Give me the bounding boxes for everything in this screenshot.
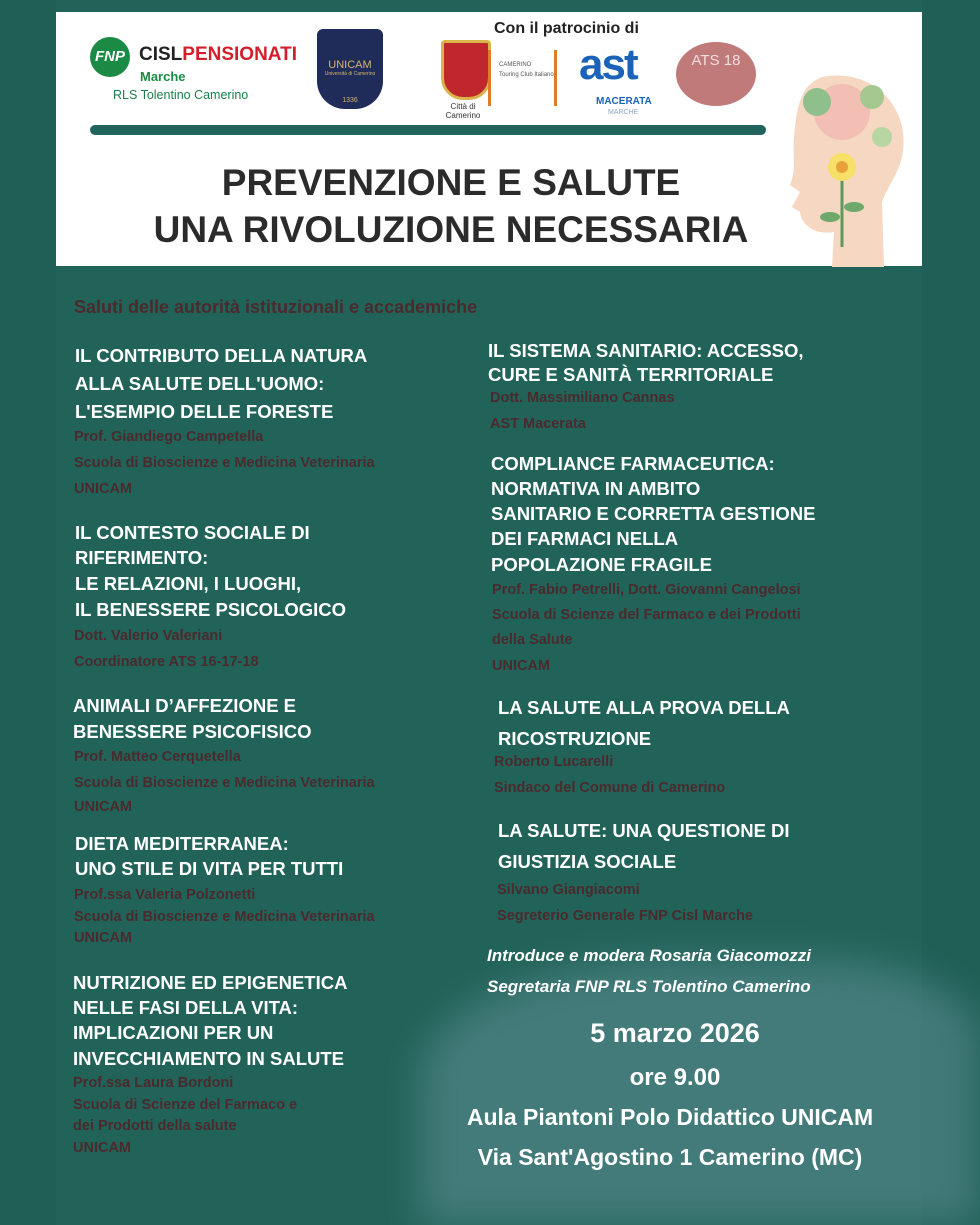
touring-logo: CAMERINO Touring Club Italiano <box>499 62 554 78</box>
head-flower-illustration-icon <box>762 67 912 267</box>
title-line-2: UNA RIVOLUZIONE NECESSARIA <box>153 209 749 250</box>
session-5-dept-2: dei Prodotti della salute <box>73 1118 237 1134</box>
title-line-1: PREVENZIONE E SALUTE <box>221 162 681 203</box>
session-3-title-1: ANIMALI D’AFFEZIONE E <box>73 695 297 716</box>
moderator-line-1: Introduce e modera Rosaria Giacomozzi <box>487 946 812 965</box>
citta-label: Città di Camerino <box>445 102 481 120</box>
header-banner <box>56 12 922 266</box>
marche-label: Marche <box>140 69 186 84</box>
session-9-role: Segreterio Generale FNP Cisl Marche <box>497 908 754 924</box>
session-7-title-4: DEI FARMACI NELLA <box>491 528 679 549</box>
patronage-label: Con il patrocinio di <box>494 20 639 37</box>
event-date: 5 marzo 2026 <box>590 1018 760 1048</box>
session-2-title-1: IL CONTESTO SOCIALE DI <box>75 522 310 543</box>
session-1-speaker: Prof. Giandiego Campetella <box>74 429 264 445</box>
session-3-speaker: Prof. Matteo Cerquetella <box>74 749 241 765</box>
session-3-dept: Scuola di Bioscienze e Medicina Veterinaria <box>74 775 375 791</box>
ast-region-label: MARCHE <box>608 109 639 116</box>
session-6-title-2: CURE E SANITÀ TERRITORIALE <box>488 364 774 385</box>
session-4-title-1: DIETA MEDITERRANEA: <box>75 833 289 854</box>
session-7-title-2: NORMATIVA IN AMBITO <box>491 478 701 499</box>
session-6-speaker: Dott. Massimiliano Cannas <box>490 390 675 406</box>
event-time: ore 9.00 <box>629 1064 721 1091</box>
session-2-role: Coordinatore ATS 16-17-18 <box>74 654 259 670</box>
event-address: Via Sant'Agostino 1 Camerino (MC) <box>477 1144 863 1170</box>
session-1-title-1: IL CONTRIBUTO DELLA NATURA <box>75 345 368 366</box>
session-3-title-2: BENESSERE PSICOFISICO <box>73 721 312 742</box>
session-5-title-3: IMPLICAZIONI PER UN <box>73 1022 274 1043</box>
moderator-line-2: Segretaria FNP RLS Tolentino Camerino <box>487 977 811 996</box>
cisl-logo-text: CISLPENSIONATI <box>139 44 297 65</box>
session-8-role: Sindaco del Comune di Camerino <box>494 780 726 796</box>
ast-sub-label: MACERATA <box>596 96 652 107</box>
session-7-org: UNICAM <box>492 658 550 674</box>
session-3-org: UNICAM <box>74 799 132 815</box>
session-8-title-2: RICOSTRUZIONE <box>498 728 652 749</box>
greetings-line: Saluti delle autorità istituzionali e accademiche <box>74 297 478 317</box>
session-2-title-4: IL BENESSERE PSICOLOGICO <box>75 599 347 620</box>
session-7-dept-1: Scuola di Scienze del Farmaco e dei Prodotti <box>492 607 801 623</box>
unicam-logo: UNICAM Università di Camerino 1336 <box>317 29 383 109</box>
session-6-org: AST Macerata <box>490 416 586 432</box>
session-5-title-1: NUTRIZIONE ED EPIGENETICA <box>73 972 348 993</box>
ast-logo: ast <box>579 40 637 89</box>
session-6-title-1: IL SISTEMA SANITARIO: ACCESSO, <box>488 340 804 361</box>
session-2-title-3: LE RELAZIONI, I LUOGHI, <box>75 573 302 594</box>
event-venue: Aula Piantoni Polo Didattico UNICAM <box>466 1104 874 1130</box>
logo-divider <box>554 50 557 106</box>
session-5-dept-1: Scuola di Scienze del Farmaco e <box>73 1097 298 1113</box>
fnp-logo-icon: FNP <box>90 37 130 77</box>
session-1-dept: Scuola di Bioscienze e Medicina Veterinaria <box>74 455 375 471</box>
session-5-title-4: INVECCHIAMENTO IN SALUTE <box>73 1048 345 1069</box>
session-9-title-2: GIUSTIZIA SOCIALE <box>498 851 677 872</box>
session-2-title-2: RIFERIMENTO: <box>75 547 209 568</box>
session-5-title-2: NELLE FASI DELLA VITA: <box>73 997 299 1018</box>
session-8-speaker: Roberto Lucarelli <box>494 754 614 770</box>
session-7-title-3: SANITARIO E CORRETTA GESTIONE <box>491 503 816 524</box>
session-1-org: UNICAM <box>74 481 132 497</box>
session-2-speaker: Dott. Valerio Valeriani <box>74 628 223 644</box>
session-1-title-3: L'ESEMPIO DELLE FORESTE <box>75 401 334 422</box>
left-border <box>0 0 56 1225</box>
session-9-speaker: Silvano Giangiacomi <box>497 882 640 898</box>
logo-divider <box>488 50 491 106</box>
session-9-title-1: LA SALUTE: UNA QUESTIONE DI <box>498 820 790 841</box>
session-5-speaker: Prof.ssa Laura Bordoni <box>73 1075 234 1091</box>
session-1-title-2: ALLA SALUTE DELL'UOMO: <box>75 373 325 394</box>
session-7-speakers: Prof. Fabio Petrelli, Dott. Giovanni Cangelosi <box>492 582 801 598</box>
session-7-title-1: COMPLIANCE FARMACEUTICA: <box>491 453 775 474</box>
session-4-speaker: Prof.ssa Valeria Polzonetti <box>74 887 256 903</box>
camerino-crest-icon <box>441 40 491 100</box>
session-4-org: UNICAM <box>74 930 132 946</box>
session-5-org: UNICAM <box>73 1140 131 1156</box>
session-8-title-1: LA SALUTE ALLA PROVA DELLA <box>498 697 790 718</box>
session-4-title-2: UNO STILE DI VITA PER TUTTI <box>75 858 344 879</box>
session-7-dept-2: della Salute <box>492 632 573 648</box>
session-4-dept: Scuola di Bioscienze e Medicina Veterinaria <box>74 909 375 925</box>
rls-label: RLS Tolentino Camerino <box>113 88 249 102</box>
ats-logo: ATS 18 <box>676 42 756 106</box>
background-cloud <box>420 960 980 1225</box>
session-7-title-5: POPOLAZIONE FRAGILE <box>491 554 712 575</box>
header-divider-bar <box>90 125 766 135</box>
